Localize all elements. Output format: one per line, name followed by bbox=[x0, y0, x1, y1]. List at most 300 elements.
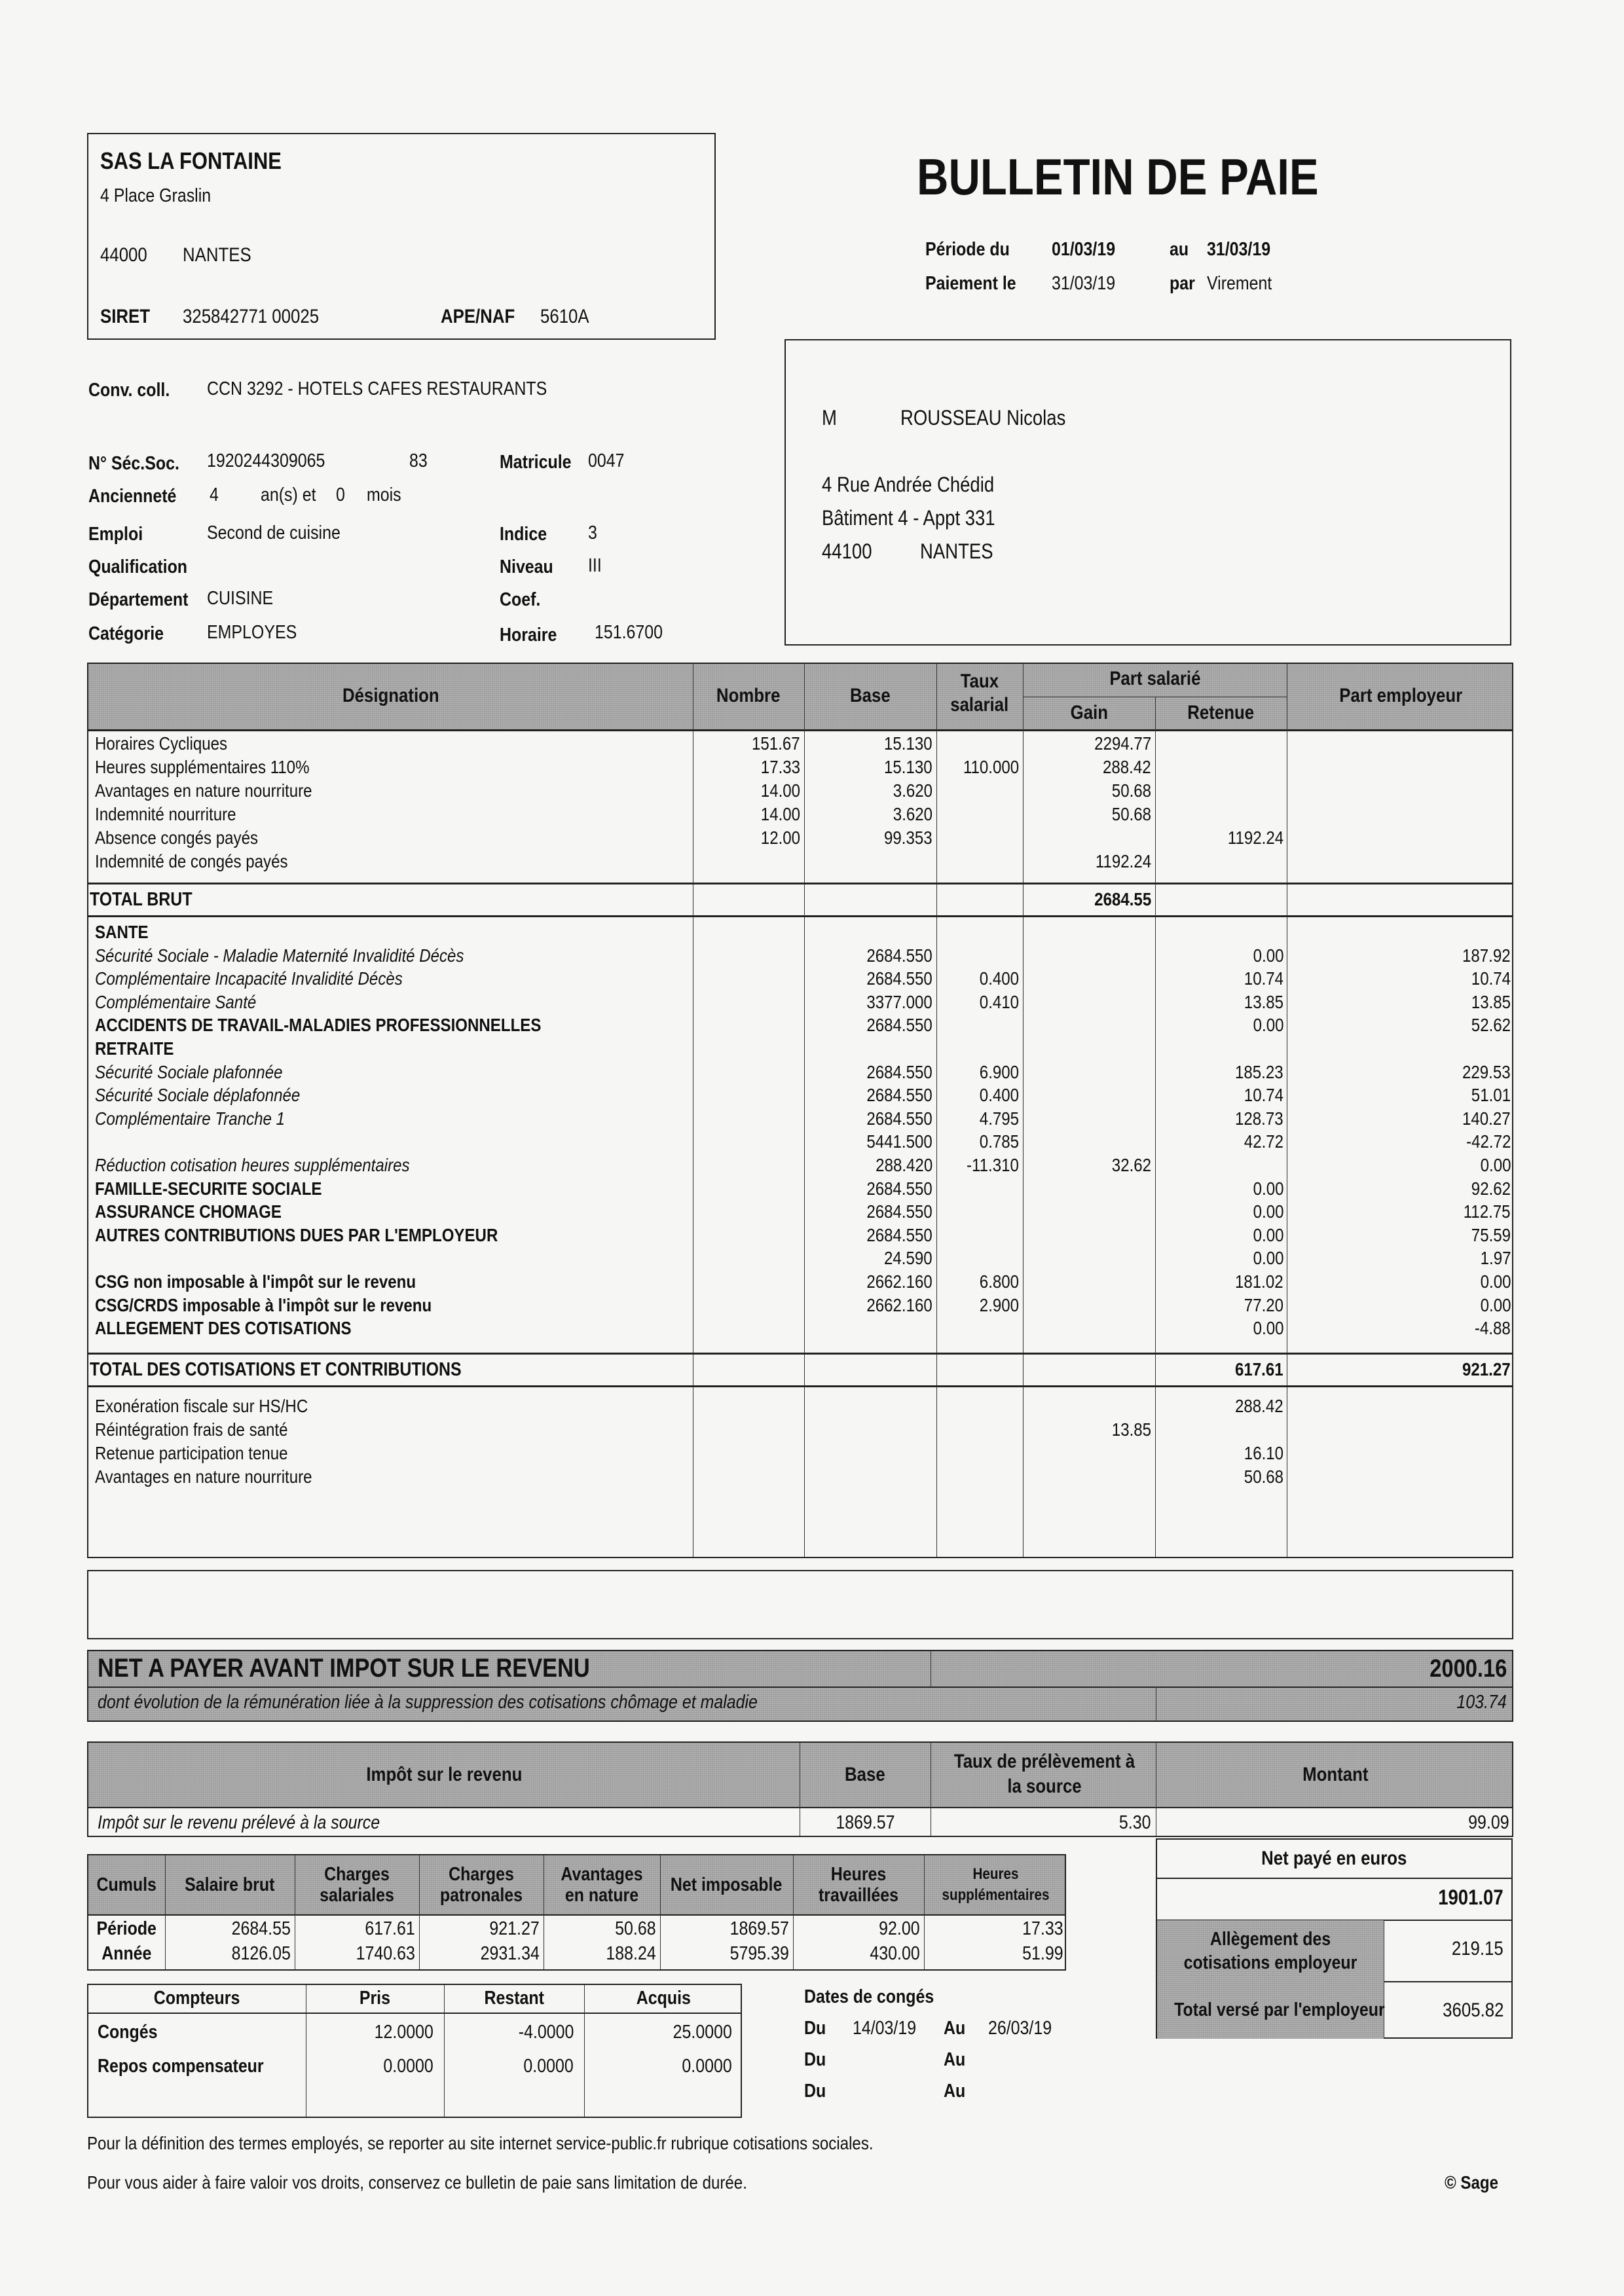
row-gain bbox=[1023, 920, 1151, 944]
employee-city: NANTES bbox=[920, 539, 993, 563]
cumuls-header: Heures supplémentaires bbox=[942, 1865, 1050, 1904]
row-gain: 288.42 bbox=[1103, 757, 1151, 777]
row-label: Complémentaire Santé bbox=[95, 991, 257, 1012]
row-employeur bbox=[1287, 826, 1511, 850]
row-retenue: 10.74 bbox=[1244, 968, 1283, 989]
row-employeur bbox=[1287, 779, 1511, 803]
row-nombre: 14.00 bbox=[760, 804, 800, 824]
total-cotisations-row bbox=[88, 1357, 1512, 1383]
departement-value: CUISINE bbox=[207, 588, 274, 609]
row-employeur bbox=[1287, 756, 1511, 779]
row-base bbox=[804, 920, 932, 944]
row-label: Absence congés payés bbox=[95, 828, 258, 848]
secu-label: N° Séc.Soc. bbox=[88, 453, 179, 474]
employee-address1: 4 Rue Andrée Chédid bbox=[822, 473, 995, 496]
row-employeur: 229.53 bbox=[1462, 1061, 1511, 1082]
table-row bbox=[88, 1013, 1512, 1037]
row-retenue bbox=[1155, 1154, 1283, 1177]
anciennete-label: Ancienneté bbox=[88, 486, 177, 507]
table-row bbox=[88, 1200, 1512, 1224]
row-retenue bbox=[1155, 779, 1283, 803]
convention-value: CCN 3292 - HOTELS CAFES RESTAURANTS bbox=[207, 378, 547, 399]
impot-header-label: Impôt sur le revenu bbox=[365, 1764, 523, 1785]
row-employeur: 52.62 bbox=[1471, 1015, 1511, 1036]
indice-label: Indice bbox=[500, 524, 547, 545]
siret-value: 325842771 00025 bbox=[183, 306, 320, 327]
compteurs-row-label: Congés bbox=[98, 2022, 158, 2043]
header-part-salarie: Part salarié bbox=[1109, 668, 1201, 689]
row-gain bbox=[1023, 1061, 1151, 1084]
row-base: 15.130 bbox=[884, 733, 932, 754]
total-brut-row bbox=[88, 886, 1512, 913]
row-gain bbox=[1023, 1037, 1151, 1061]
row-employeur bbox=[1287, 803, 1511, 826]
cumuls-value: 430.00 bbox=[870, 1943, 920, 1964]
row-taux bbox=[936, 920, 1019, 944]
employee-address-box bbox=[784, 339, 1511, 646]
row-base: 5441.500 bbox=[866, 1131, 932, 1152]
row-retenue bbox=[1155, 920, 1283, 944]
compteurs-pris: 12.0000 bbox=[374, 2022, 434, 2043]
departement-label: Département bbox=[88, 589, 189, 610]
employer-city: NANTES bbox=[183, 244, 251, 266]
row-taux bbox=[936, 850, 1019, 873]
row-base: 2684.550 bbox=[866, 1061, 932, 1082]
horaire-label: Horaire bbox=[500, 625, 557, 646]
employee-address2: Bâtiment 4 - Appt 331 bbox=[822, 506, 995, 530]
cumuls-value: 1740.63 bbox=[356, 1943, 415, 1964]
dates-au-label: Au bbox=[944, 2081, 966, 2102]
row-base bbox=[804, 850, 932, 873]
period-to: 31/03/19 bbox=[1207, 239, 1271, 260]
row-gain bbox=[1023, 1442, 1151, 1465]
table-row bbox=[88, 1294, 1512, 1317]
compteurs-acquis: 0.0000 bbox=[682, 2056, 732, 2077]
payment-date: 31/03/19 bbox=[1052, 273, 1116, 294]
row-employeur: 13.85 bbox=[1471, 991, 1511, 1012]
total-employeur-label: Total versé par l'employeur bbox=[1174, 1999, 1385, 2020]
table-row bbox=[88, 850, 1512, 873]
dates-au-label: Au bbox=[944, 2018, 966, 2039]
footer-line2: Pour vous aider à faire valoir vos droits, conservez ce bulletin de paie sans limitation de durée. bbox=[87, 2172, 747, 2193]
total-cotisations-retenue: 617.61 bbox=[1235, 1359, 1283, 1379]
cumuls-header: Cumuls bbox=[96, 1874, 157, 1895]
niveau-label: Niveau bbox=[500, 556, 553, 577]
row-retenue: 185.23 bbox=[1235, 1061, 1283, 1082]
row-base: 99.353 bbox=[884, 828, 932, 848]
coef-label: Coef. bbox=[500, 589, 541, 610]
row-taux: 6.800 bbox=[979, 1271, 1019, 1292]
row-nombre: 151.67 bbox=[752, 733, 800, 754]
row-employeur: 51.01 bbox=[1471, 1085, 1511, 1106]
row-base: 3.620 bbox=[893, 804, 932, 824]
row-label: Indemnité nourriture bbox=[95, 804, 236, 824]
row-employeur: 0.00 bbox=[1480, 1271, 1511, 1292]
impot-header-base: Base bbox=[845, 1764, 885, 1785]
row-taux bbox=[936, 803, 1019, 826]
row-taux bbox=[936, 1247, 1019, 1270]
impot-header-taux: Taux de prélèvement à la source bbox=[953, 1751, 1135, 1797]
dates-conges-title: Dates de congés bbox=[804, 1986, 934, 2007]
impot-box bbox=[87, 1741, 1513, 1837]
row-base: 2684.550 bbox=[866, 1201, 932, 1222]
row-gain bbox=[1023, 1177, 1151, 1201]
cumuls-row-label: Période bbox=[96, 1918, 157, 1939]
row-gain bbox=[1023, 1084, 1151, 1107]
row-employeur: -4.88 bbox=[1475, 1318, 1511, 1339]
row-taux: 4.795 bbox=[979, 1108, 1019, 1129]
row-retenue: 0.00 bbox=[1253, 1224, 1283, 1245]
footer-line1: Pour la définition des termes employés, se reporter au site internet service-public.fr rubrique cotisations sociales. bbox=[87, 2133, 874, 2153]
table-row bbox=[88, 920, 1512, 944]
row-nombre: 14.00 bbox=[760, 780, 800, 801]
row-base: 2684.550 bbox=[866, 1108, 932, 1129]
compteurs-restant: 0.0000 bbox=[523, 2056, 574, 2077]
convention-label: Conv. coll. bbox=[88, 380, 170, 401]
row-nombre: 17.33 bbox=[760, 757, 800, 777]
dates-du-label: Du bbox=[804, 2049, 826, 2070]
total-cotisations-label: TOTAL DES COTISATIONS ET CONTRIBUTIONS bbox=[90, 1359, 462, 1380]
cumuls-value: 17.33 bbox=[1022, 1918, 1063, 1939]
cumuls-value: 921.27 bbox=[489, 1918, 540, 1939]
employer-name: SAS LA FONTAINE bbox=[100, 147, 282, 174]
row-gain: 2294.77 bbox=[1094, 733, 1151, 754]
table-row bbox=[88, 756, 1512, 779]
period-from-label: Période du bbox=[925, 239, 1010, 260]
net-paye-value: 1901.07 bbox=[1438, 1886, 1504, 1909]
cumuls-value: 2931.34 bbox=[480, 1943, 540, 1964]
row-base: 15.130 bbox=[884, 757, 932, 777]
table-row bbox=[88, 732, 1512, 756]
row-retenue bbox=[1155, 756, 1283, 779]
footer-copyright: © Sage bbox=[1445, 2172, 1498, 2193]
cumuls-header: Heures travaillées bbox=[818, 1864, 899, 1906]
cumuls-header: Salaire brut bbox=[185, 1874, 275, 1895]
compteurs-restant: -4.0000 bbox=[518, 2022, 574, 2043]
row-gain bbox=[1023, 967, 1151, 991]
compteurs-acquis: 25.0000 bbox=[673, 2022, 732, 2043]
cumuls-value: 51.99 bbox=[1022, 1943, 1063, 1964]
row-nombre: 12.00 bbox=[760, 828, 800, 848]
row-taux bbox=[936, 1317, 1019, 1340]
row-employeur: 140.27 bbox=[1462, 1108, 1511, 1129]
emploi-label: Emploi bbox=[88, 524, 143, 545]
row-label: Sécurité Sociale - Maladie Maternité Invalidité Décès bbox=[95, 945, 464, 966]
row-base: 2684.550 bbox=[866, 1085, 932, 1106]
header-nombre: Nombre bbox=[716, 685, 781, 706]
table-row bbox=[88, 1061, 1512, 1084]
total-cotisations-employeur: 921.27 bbox=[1462, 1359, 1511, 1379]
cumuls-value: 8126.05 bbox=[231, 1943, 291, 1964]
row-gain bbox=[1023, 1130, 1151, 1154]
total-employeur-value: 3605.82 bbox=[1442, 1999, 1504, 2021]
employee-name: ROUSSEAU Nicolas bbox=[900, 406, 1066, 429]
horaire-value: 151.6700 bbox=[595, 622, 663, 643]
row-label: Complémentaire Tranche 1 bbox=[95, 1108, 285, 1129]
row-employeur: 0.00 bbox=[1480, 1155, 1511, 1175]
row-retenue: 288.42 bbox=[1235, 1396, 1283, 1416]
evolution-value: 103.74 bbox=[1456, 1692, 1507, 1713]
impot-montant: 99.09 bbox=[1468, 1812, 1509, 1833]
row-employeur: 92.62 bbox=[1471, 1178, 1511, 1199]
impot-taux: 5.30 bbox=[1118, 1812, 1151, 1833]
row-employeur bbox=[1287, 920, 1511, 944]
row-taux bbox=[936, 732, 1019, 756]
row-gain bbox=[1023, 1013, 1151, 1037]
row-retenue: 181.02 bbox=[1235, 1271, 1283, 1292]
cumuls-header: Charges patronales bbox=[439, 1864, 523, 1906]
row-taux bbox=[936, 1200, 1019, 1224]
period-from: 01/03/19 bbox=[1052, 239, 1116, 260]
row-retenue: 0.00 bbox=[1253, 1318, 1283, 1339]
allegement-label: Allègement des cotisations employeur bbox=[1183, 1929, 1357, 1973]
row-employeur: 112.75 bbox=[1464, 1201, 1511, 1222]
row-retenue bbox=[1155, 732, 1283, 756]
row-taux: -11.310 bbox=[967, 1155, 1019, 1175]
cumuls-header: Net imposable bbox=[671, 1874, 783, 1895]
row-base: 2684.550 bbox=[866, 968, 932, 989]
row-gain: 50.68 bbox=[1111, 780, 1151, 801]
qualification-label: Qualification bbox=[88, 556, 188, 577]
row-retenue: 0.00 bbox=[1253, 1015, 1283, 1036]
row-base: 2684.550 bbox=[866, 945, 932, 966]
row-taux: 0.400 bbox=[979, 1085, 1019, 1106]
total-brut-label: TOTAL BRUT bbox=[90, 889, 193, 910]
header-designation: Désignation bbox=[342, 685, 439, 706]
cumuls-row-label: Année bbox=[101, 1943, 152, 1964]
row-label: Retenue participation tenue bbox=[95, 1443, 288, 1463]
row-taux: 0.410 bbox=[979, 991, 1019, 1012]
evolution-label: dont évolution de la rémunération liée à la suppression des cotisations chômage et maladie bbox=[98, 1692, 758, 1713]
row-label: ASSURANCE CHOMAGE bbox=[95, 1201, 282, 1222]
cumuls-table bbox=[87, 1854, 1066, 1971]
table-row bbox=[88, 967, 1512, 991]
row-label: Avantages en nature nourriture bbox=[95, 780, 312, 801]
row-gain: 13.85 bbox=[1111, 1419, 1151, 1440]
row-taux bbox=[936, 1177, 1019, 1201]
table-row bbox=[88, 1037, 1512, 1061]
compteurs-header: Restant bbox=[484, 1988, 544, 2009]
net-paye-box bbox=[1156, 1838, 1513, 2039]
cumuls-value: 188.24 bbox=[606, 1943, 656, 1964]
row-employeur bbox=[1287, 732, 1511, 756]
row-label: SANTE bbox=[95, 922, 149, 942]
row-retenue: 0.00 bbox=[1253, 1248, 1283, 1269]
row-taux bbox=[936, 944, 1019, 968]
row-label: ALLEGEMENT DES COTISATIONS bbox=[95, 1318, 352, 1339]
row-base: 3377.000 bbox=[866, 991, 932, 1012]
siret-label: SIRET bbox=[100, 306, 150, 327]
row-taux bbox=[936, 826, 1019, 850]
row-base: 2662.160 bbox=[866, 1294, 932, 1315]
compteurs-header: Compteurs bbox=[154, 1988, 240, 2009]
table-row bbox=[88, 1177, 1512, 1201]
row-retenue bbox=[1155, 803, 1283, 826]
row-base: 3.620 bbox=[893, 780, 932, 801]
payment-label: Paiement le bbox=[925, 273, 1016, 294]
cumuls-value: 92.00 bbox=[879, 1918, 920, 1939]
header-base: Base bbox=[850, 685, 891, 706]
impot-base: 1869.57 bbox=[835, 1812, 895, 1833]
row-gain bbox=[1023, 1394, 1151, 1418]
blank-box bbox=[87, 1570, 1513, 1639]
secu-key: 83 bbox=[409, 450, 428, 471]
employee-civility: M bbox=[822, 406, 837, 429]
row-retenue bbox=[1155, 850, 1283, 873]
table-row bbox=[88, 803, 1512, 826]
employer-box bbox=[87, 133, 716, 340]
cumuls-value: 617.61 bbox=[365, 1918, 415, 1939]
table-row bbox=[88, 1394, 1512, 1418]
row-gain: 1192.24 bbox=[1095, 851, 1151, 871]
employer-postal-code: 44000 bbox=[100, 244, 147, 266]
row-retenue bbox=[1155, 1037, 1283, 1061]
impot-header-montant: Montant bbox=[1302, 1764, 1369, 1785]
row-gain: 32.62 bbox=[1111, 1155, 1151, 1175]
payment-method-label: par bbox=[1170, 273, 1195, 294]
ape-label: APE/NAF bbox=[441, 306, 515, 327]
net-avant-impot-value: 2000.16 bbox=[1429, 1655, 1507, 1683]
emploi-value: Second de cuisine bbox=[207, 522, 341, 543]
row-base: 288.420 bbox=[875, 1155, 932, 1175]
row-taux: 6.900 bbox=[979, 1061, 1019, 1082]
period-to-label: au bbox=[1170, 239, 1189, 260]
header-taux: Taux bbox=[960, 670, 999, 692]
table-row bbox=[88, 991, 1512, 1014]
row-base bbox=[804, 1317, 932, 1340]
row-employeur: 75.59 bbox=[1471, 1224, 1511, 1245]
row-label: Sécurité Sociale déplafonnée bbox=[95, 1085, 301, 1106]
row-label: Sécurité Sociale plafonnée bbox=[95, 1061, 283, 1082]
row-employeur: 10.74 bbox=[1471, 968, 1511, 989]
categorie-value: EMPLOYES bbox=[207, 622, 297, 643]
table-row bbox=[88, 1247, 1512, 1270]
row-label: FAMILLE-SECURITE SOCIALE bbox=[95, 1178, 322, 1199]
dates-au: 26/03/19 bbox=[988, 2018, 1052, 2039]
row-retenue: 10.74 bbox=[1244, 1085, 1283, 1106]
indice-value: 3 bbox=[588, 522, 597, 543]
compteurs-header: Acquis bbox=[636, 1988, 692, 2009]
row-taux bbox=[936, 1013, 1019, 1037]
table-row bbox=[88, 1465, 1512, 1489]
row-gain bbox=[1023, 991, 1151, 1014]
header-retenue: Retenue bbox=[1187, 702, 1255, 723]
row-base: 2662.160 bbox=[866, 1271, 932, 1292]
compteurs-row-label: Repos compensateur bbox=[98, 2056, 264, 2077]
anciennete-years: 4 bbox=[210, 484, 219, 505]
row-taux bbox=[936, 1037, 1019, 1061]
table-row bbox=[88, 1270, 1512, 1294]
row-label: Heures supplémentaires 110% bbox=[95, 757, 310, 777]
row-gain bbox=[1023, 1317, 1151, 1340]
dates-du-label: Du bbox=[804, 2081, 826, 2102]
row-base: 2684.550 bbox=[866, 1015, 932, 1036]
categorie-label: Catégorie bbox=[88, 623, 164, 644]
row-taux: 0.400 bbox=[979, 968, 1019, 989]
row-base: 2684.550 bbox=[866, 1178, 932, 1199]
header-taux-salarial: salarial bbox=[950, 694, 1009, 716]
table-row bbox=[88, 1418, 1512, 1442]
row-label: Indemnité de congés payés bbox=[95, 851, 288, 871]
row-base: 24.590 bbox=[884, 1248, 932, 1269]
header-part-employeur: Part employeur bbox=[1339, 685, 1462, 706]
row-retenue: 42.72 bbox=[1244, 1131, 1283, 1152]
row-retenue: 16.10 bbox=[1244, 1443, 1283, 1463]
cumuls-value: 1869.57 bbox=[729, 1918, 789, 1939]
row-base bbox=[804, 1037, 932, 1061]
row-retenue: 50.68 bbox=[1244, 1467, 1283, 1487]
row-retenue: 128.73 bbox=[1235, 1108, 1283, 1129]
dates-au-label: Au bbox=[944, 2049, 966, 2070]
cumuls-value: 50.68 bbox=[615, 1918, 656, 1939]
row-gain bbox=[1023, 944, 1151, 968]
document-title: BULLETIN DE PAIE bbox=[917, 148, 1319, 206]
payslip-table bbox=[87, 663, 1513, 1558]
row-label: ACCIDENTS DE TRAVAIL-MALADIES PROFESSIONNELLES bbox=[95, 1015, 542, 1036]
table-row bbox=[88, 826, 1512, 850]
row-gain: 50.68 bbox=[1111, 804, 1151, 824]
row-retenue: 77.20 bbox=[1244, 1294, 1283, 1315]
row-gain bbox=[1023, 826, 1151, 850]
row-taux bbox=[936, 1224, 1019, 1247]
row-gain bbox=[1023, 1224, 1151, 1247]
cumuls-header: Avantages en nature bbox=[561, 1864, 643, 1906]
row-taux: 110.000 bbox=[963, 757, 1019, 777]
dates-du-label: Du bbox=[804, 2018, 826, 2039]
total-brut-gain: 2684.55 bbox=[1094, 889, 1151, 909]
niveau-value: III bbox=[588, 555, 602, 576]
table-row bbox=[88, 1154, 1512, 1177]
table-row bbox=[88, 779, 1512, 803]
row-gain bbox=[1023, 1465, 1151, 1489]
secu-value: 1920244309065 bbox=[207, 450, 325, 471]
impot-row-label: Impôt sur le revenu prélevé à la source bbox=[98, 1812, 380, 1833]
net-paye-label: Net payé en euros bbox=[1261, 1848, 1407, 1869]
row-retenue: 13.85 bbox=[1244, 991, 1283, 1012]
row-label: Réintégration frais de santé bbox=[95, 1419, 288, 1440]
table-row bbox=[88, 1442, 1512, 1465]
row-retenue: 0.00 bbox=[1253, 1178, 1283, 1199]
compteurs-header: Pris bbox=[359, 1988, 391, 2009]
table-row bbox=[88, 1130, 1512, 1154]
row-gain bbox=[1023, 1107, 1151, 1131]
net-avant-impot-box bbox=[87, 1650, 1513, 1722]
row-retenue: 0.00 bbox=[1253, 1201, 1283, 1222]
row-employeur: 1.97 bbox=[1480, 1248, 1511, 1269]
matricule-value: 0047 bbox=[588, 450, 625, 471]
matricule-label: Matricule bbox=[500, 452, 572, 473]
row-taux: 0.785 bbox=[979, 1131, 1019, 1152]
allegement-value: 219.15 bbox=[1452, 1938, 1504, 1959]
employee-postal-code: 44100 bbox=[822, 539, 872, 563]
row-taux: 2.900 bbox=[979, 1294, 1019, 1315]
row-employeur: 0.00 bbox=[1480, 1294, 1511, 1315]
compteurs-table bbox=[87, 1984, 742, 2118]
anciennete-years-unit: an(s) et bbox=[261, 484, 316, 505]
row-taux bbox=[936, 779, 1019, 803]
anciennete-months-unit: mois bbox=[367, 484, 401, 505]
compteurs-pris: 0.0000 bbox=[383, 2056, 434, 2077]
row-retenue bbox=[1155, 1418, 1283, 1442]
row-label: CSG/CRDS imposable à l'impôt sur le revenu bbox=[95, 1294, 432, 1315]
row-label: Avantages en nature nourriture bbox=[95, 1467, 312, 1487]
anciennete-months: 0 bbox=[336, 484, 345, 505]
row-label: Horaires Cycliques bbox=[95, 733, 228, 754]
row-label: Complémentaire Incapacité Invalidité Décès bbox=[95, 968, 403, 989]
table-row bbox=[88, 1224, 1512, 1247]
row-label: RETRAITE bbox=[95, 1038, 174, 1059]
row-employeur bbox=[1287, 1037, 1511, 1061]
